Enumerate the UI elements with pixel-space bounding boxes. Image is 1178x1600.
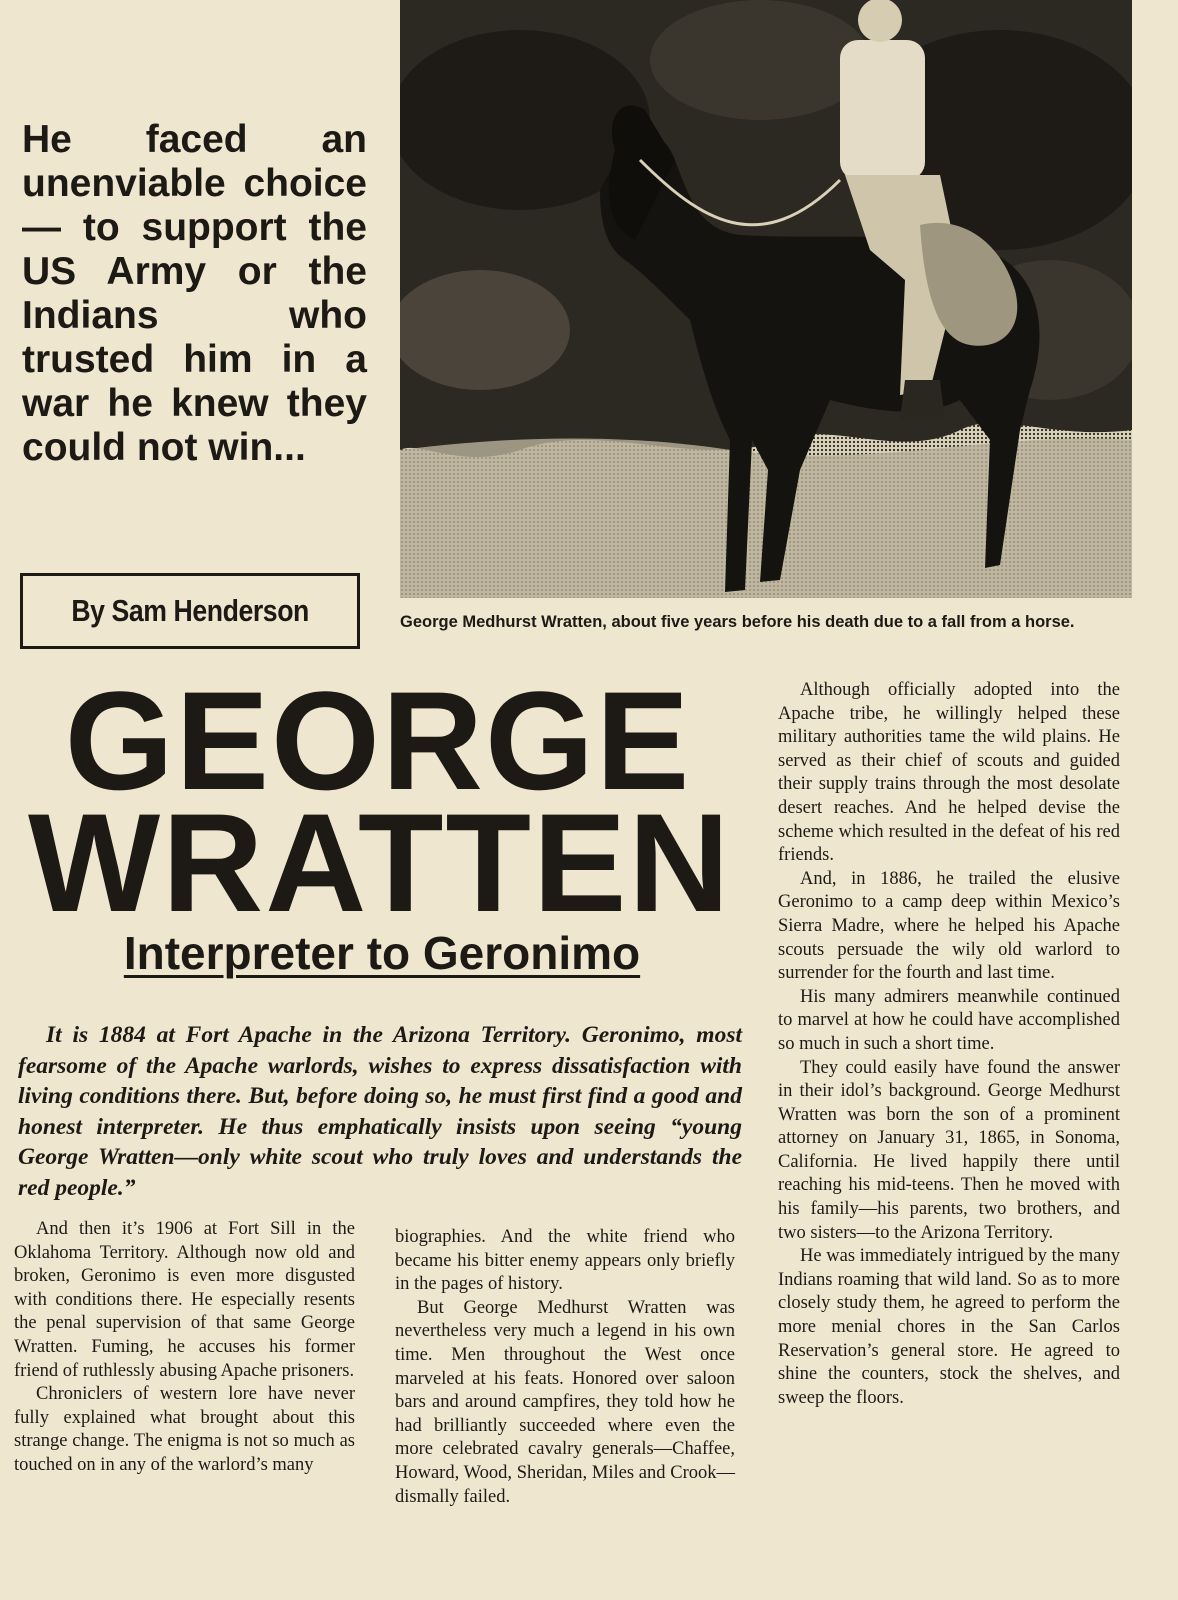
article-column-1 [14, 1218, 355, 1478]
subheadline: Interpreter to Geronimo [123, 927, 641, 979]
headline-line-2: WRATTEN [28, 784, 732, 941]
photo-caption: George Medhurst Wratten, about five years before his death due to a fall from a horse. [400, 613, 1075, 631]
byline-box [20, 573, 360, 649]
body-paragraph: biographies. And the white friend who became his bitter enemy appears only briefly in the pages of history. [395, 1227, 735, 1295]
body-paragraph: Chroniclers of western lore have never fully explained what brought about this strange change. The enigma is not so much as touched on in any of the warlord’s many [14, 1384, 355, 1475]
headline-line-1: GEORGE [64, 662, 692, 819]
body-paragraph: Although officially adopted into the Apache tribe, he willingly helped these military authorities tame the wild plains. He served as their chief of scouts and guided their supply trains through the most desolate desert reaches. And he helped devise the scheme which resulted in the defeat of his red friends. [778, 680, 1120, 866]
byline: By Sam Henderson [71, 593, 309, 628]
body-paragraph: His many admirers meanwhile continued to marvel at how he could have accomplished so much in such a short time. [778, 986, 1120, 1054]
pull-quote: He faced an unenviable choice — to support the US Army or the Indians who trusted him in a war he knew they could not win... [22, 118, 367, 469]
body-paragraph: And, in 1886, he trailed the elusive Geronimo to a camp deep within Mexico’s Sierra Madre, where he helped his Apache scouts persuade the wily old warlord to surrender for the fourth and last time. [778, 868, 1120, 984]
body-paragraph: They could easily have found the answer in their idol’s background. George Medhurst Wratten was born the son of a prominent attorney on January 31, 1865, in Sonoma, California. He lived happily there until reaching his mid-teens. Then he moved with his family—his parents, two brothers, and two sisters—to the Arizona Territory. [778, 1057, 1120, 1243]
article-column-2 [395, 1226, 735, 1509]
body-paragraph: But George Medhurst Wratten was nevertheless very much a legend in his own time. Men throughout the West once marveled at his feats. Honored over saloon bars and around campfires, they told how he had brilliantly succeeded where even the more celebrated cavalry generals—Chaffee, Howard, Wood, Sheridan, Miles and Crook—dismally failed. [395, 1297, 735, 1507]
body-paragraph: He was immediately intrigued by the many Indians roaming that wild land. So as to more closely study them, he agreed to perform the more menial chores in the San Carlos Reservation’s general store. He agreed to shine the counters, stock the shelves, and sweep the floors. [778, 1246, 1120, 1408]
headline [28, 662, 732, 941]
lede-paragraph: It is 1884 at Fort Apache in the Arizona Territory. Geronimo, most fearsome of the Apache warlords, wishes to express dissatisfaction with living conditions there. But, before doing so, he must first find a good and honest interpreter. He thus emphatically insists upon seeing “young George Wratten—only white scout who truly loves and understands the red people.” [18, 1022, 742, 1201]
body-paragraph: And then it’s 1906 at Fort Sill in the Oklahoma Territory. Although now old and broken, Geronimo is even more disgusted with conditions there. He especially resents the penal supervision of that same George Wratten. Fuming, he accuses his former friend of ruthlessly abusing Apache prisoners. [14, 1219, 355, 1381]
article-column-3 [778, 679, 1120, 1410]
man-on-horse-photo [400, 0, 1132, 598]
